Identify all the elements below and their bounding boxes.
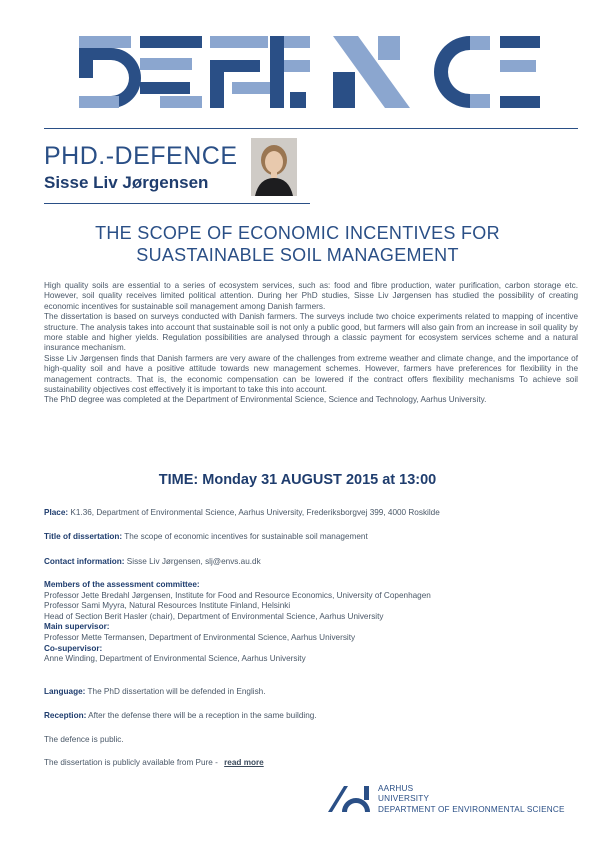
place-label: Place: xyxy=(44,508,69,517)
committee-member: Professor Jette Bredahl Jørgensen, Institute for Food and Resource Economics, University of Copenhagen xyxy=(44,590,431,600)
thesis-title xyxy=(30,222,565,266)
co-supervisor-value: Anne Winding, Department of Environmental Science, Aarhus University xyxy=(44,654,306,664)
thesis-title-line2: SUASTAINABLE SOIL MANAGEMENT xyxy=(136,245,459,265)
abstract-paragraph: Sisse Liv Jørgensen finds that Danish farmers are very aware of the challenges from extreme weather and climate change, and the importance of high-quality soil and have a positive attitude towards new management schemes. However, farmers have preferences for flexibility in the management contracts. That is, the economic compensation can be lowered if the contract offers flexibility mechanisms To achieve soil sustainability objectives cost effectively it is important to take this into account. xyxy=(44,353,578,395)
time-value: Monday 31 AUGUST 2015 at 13:00 xyxy=(202,472,437,488)
place-value: K1.36, Department of Environmental Science, Aarhus University, Frederiksborgvej 399, 4000 Roskilde xyxy=(70,508,440,517)
contact-label: Contact information: xyxy=(44,557,125,566)
page-title: PHD.-DEFENCE xyxy=(44,142,238,170)
availability-text: The dissertation is publicly available from Pure - xyxy=(44,758,218,767)
committee-label: Members of the assessment committee: xyxy=(44,580,200,589)
language-value: The PhD dissertation will be defended in English. xyxy=(87,687,266,696)
contact-line xyxy=(44,557,578,568)
footer-line1: AARHUS xyxy=(378,784,414,793)
reception-line xyxy=(44,711,578,722)
reception-value: After the defense there will be a reception in the same building. xyxy=(88,711,317,720)
abstract-paragraph: High quality soils are essential to a series of ecosystem services, such as: food and fibre production, water purification, carbon storage etc. However, soil quality receives limited political attention. During her PhD studies, Sisse Liv Jørgensen has studied the possibility of creating economic incentives for sustainable soil management among Danish farmers. xyxy=(44,281,578,311)
abstract-paragraph: The dissertation is based on surveys conducted with Danish farmers. The surveys include two choice experiments related to mapping of incentive structure. The analysis takes into account that sustainable soil is not only a public good, but farmers will also gain from an increase in soil quality by more stable and higher yields. Regulation possibilities are analysed through a classic payment for ecosystem services scheme and a natural insurance mechanism. xyxy=(44,312,578,353)
candidate-name: Sisse Liv Jørgensen xyxy=(44,173,209,192)
committee-section xyxy=(44,580,578,665)
footer-line2: UNIVERSITY xyxy=(378,794,430,804)
co-supervisor-label: Co-supervisor: xyxy=(44,643,103,653)
header-rule xyxy=(44,128,578,129)
main-supervisor-value: Professor Mette Termansen, Department of Environmental Science, Aarhus University xyxy=(44,632,356,642)
footer-university xyxy=(378,784,565,815)
time-label: TIME: xyxy=(158,472,199,488)
dissertation-title-line xyxy=(44,532,578,543)
read-more-link[interactable]: read more xyxy=(224,758,264,767)
dissertation-title-label: Title of dissertation: xyxy=(44,532,123,541)
defence-banner-graphic xyxy=(0,0,595,120)
name-rule xyxy=(44,203,310,204)
availability-line xyxy=(44,758,578,769)
dissertation-title-value: The scope of economic incentives for sustainable soil management xyxy=(124,532,368,541)
defence-time xyxy=(0,472,595,488)
reception-label: Reception: xyxy=(44,711,87,720)
contact-value: Sisse Liv Jørgensen, slj@envs.au.dk xyxy=(126,557,261,566)
committee-member: Head of Section Berit Hasler (chair), Department of Environmental Science, Aarhus University xyxy=(44,611,384,621)
aarhus-university-logo-icon xyxy=(326,782,374,814)
main-supervisor-label: Main supervisor: xyxy=(44,622,110,632)
candidate-photo xyxy=(251,138,297,196)
language-label: Language: xyxy=(44,687,86,696)
language-line xyxy=(44,687,578,698)
abstract xyxy=(44,281,578,406)
footer-line3: DEPARTMENT OF ENVIRONMENTAL SCIENCE xyxy=(378,804,565,814)
thesis-title-line1: THE SCOPE OF ECONOMIC INCENTIVES FOR xyxy=(95,223,500,243)
abstract-paragraph: The PhD degree was completed at the Department of Environmental Science, Science and Technology, Aarhus University. xyxy=(44,395,487,405)
committee-member: Professor Sami Myyra, Natural Resources Institute Finland, Helsinki xyxy=(44,601,291,611)
place-line xyxy=(44,508,578,519)
public-note: The defence is public. xyxy=(44,735,124,744)
